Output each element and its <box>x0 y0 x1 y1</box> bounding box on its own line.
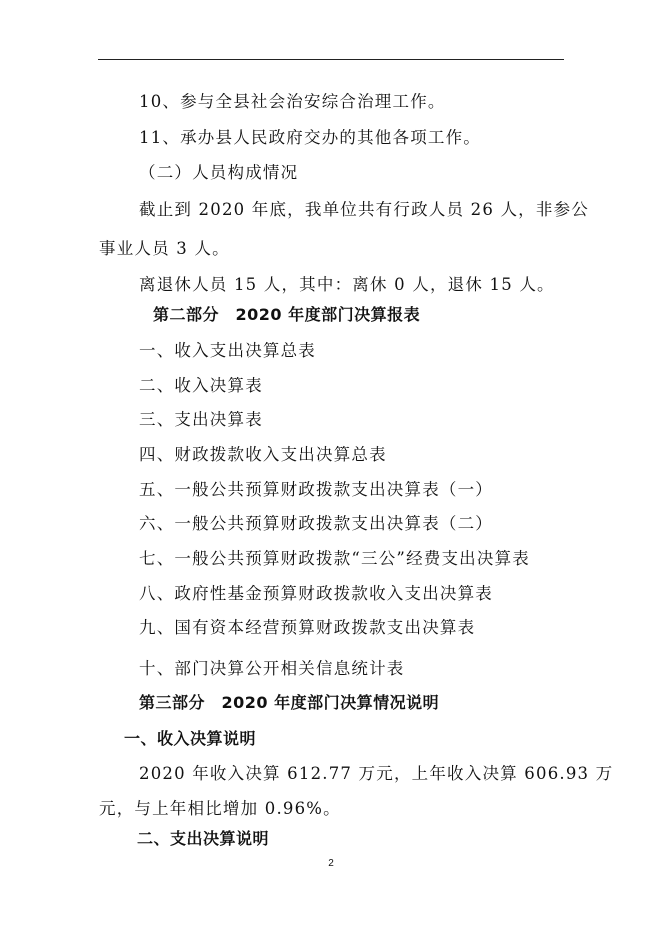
table-list-item: 八、政府性基金预算财政拨款收入支出决算表 <box>139 584 493 603</box>
staffing-paragraph-line1: 截止到 2020 年底，我单位共有行政人员 26 人，非参公 <box>139 200 589 219</box>
part2-title: 第二部分 2020 年度部门决算报表 <box>153 305 421 324</box>
duty-item-11: 11、承办县人民政府交办的其他各项工作。 <box>139 128 481 147</box>
table-list-item: 三、支出决算表 <box>139 410 263 429</box>
table-list-item: 二、收入决算表 <box>139 376 263 395</box>
table-list-item: 六、一般公共预算财政拨款支出决算表（二） <box>139 514 493 533</box>
income-paragraph-line1: 2020 年收入决算 612.77 万元，上年收入决算 606.93 万 <box>139 764 614 783</box>
page-number: 2 <box>328 858 334 869</box>
income-paragraph-line2: 元，与上年相比增加 0.96%。 <box>99 799 341 818</box>
table-list-item: 四、财政拨款收入支出决算总表 <box>139 445 387 464</box>
staffing-paragraph-line2: 事业人员 3 人。 <box>99 239 230 258</box>
header-rule <box>98 59 564 60</box>
expenditure-section-heading: 二、支出决算说明 <box>137 829 270 848</box>
table-list-item: 一、收入支出决算总表 <box>139 341 316 360</box>
table-list-item: 七、一般公共预算财政拨款“三公”经费支出决算表 <box>139 549 530 568</box>
staffing-heading: （二）人员构成情况 <box>139 163 299 182</box>
retired-staff-line: 离退休人员 15 人，其中：离休 0 人，退休 15 人。 <box>139 275 555 294</box>
table-list-item: 九、国有资本经营预算财政拨款支出决算表 <box>139 618 476 637</box>
duty-item-10: 10、参与全县社会治安综合治理工作。 <box>139 92 446 111</box>
part3-title: 第三部分 2020 年度部门决算情况说明 <box>139 693 440 712</box>
income-section-heading: 一、收入决算说明 <box>124 729 257 748</box>
table-list-item: 十、部门决算公开相关信息统计表 <box>139 659 405 678</box>
table-list-item: 五、一般公共预算财政拨款支出决算表（一） <box>139 480 493 499</box>
